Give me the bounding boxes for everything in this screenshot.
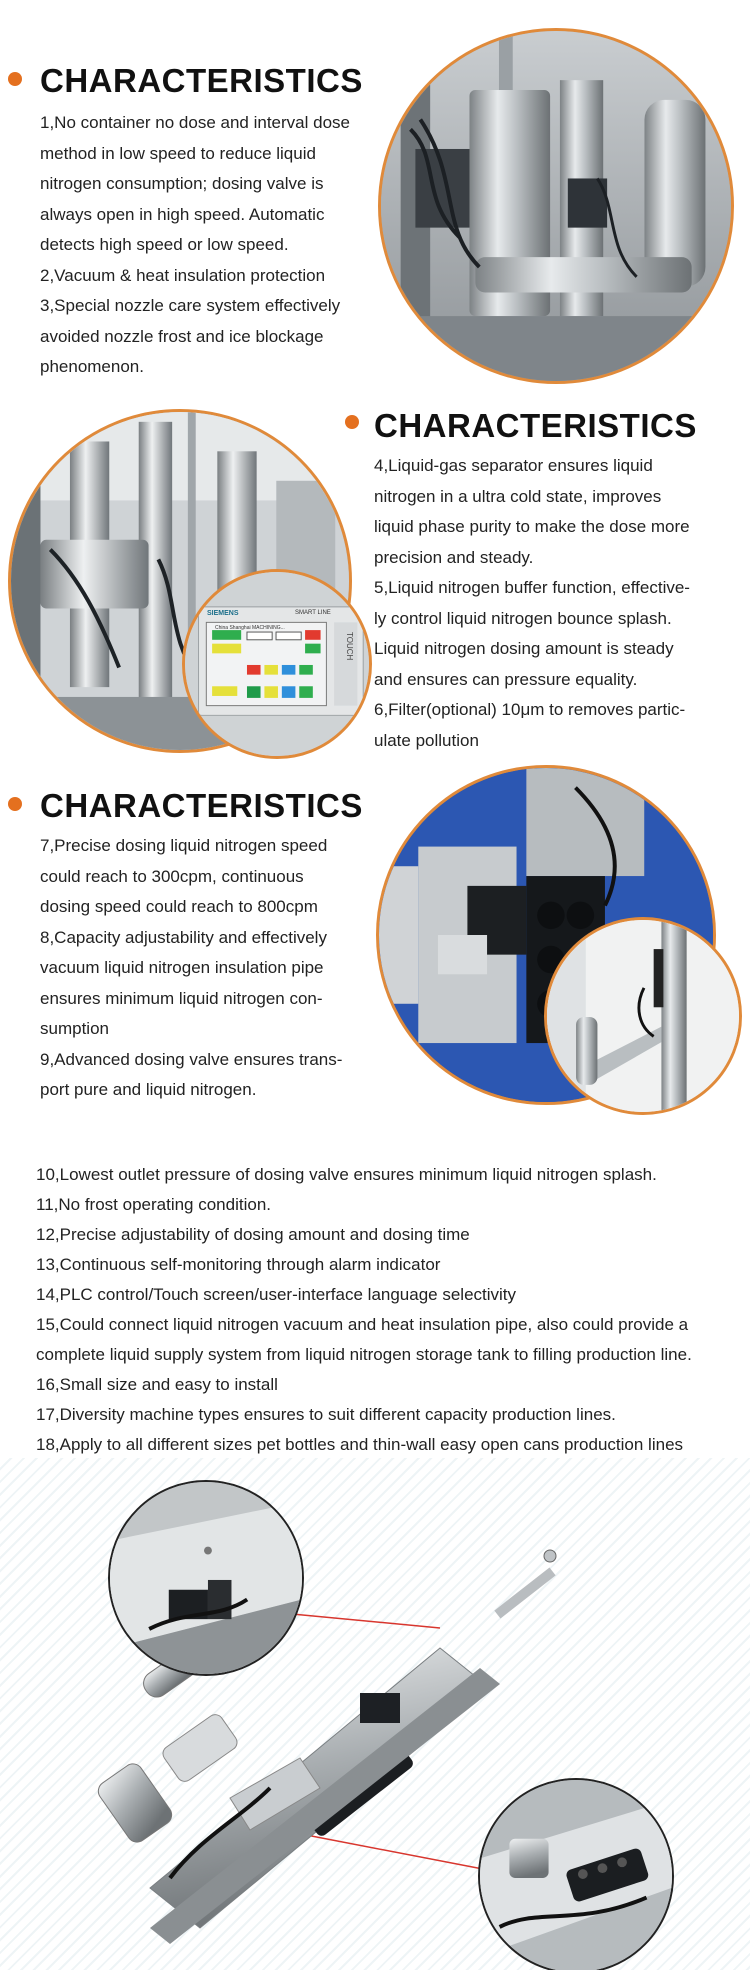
nozzle-photo	[544, 917, 742, 1115]
characteristics-section-3	[0, 765, 750, 1150]
section-heading: CHARACTERISTICS	[374, 407, 697, 444]
list-item: 18,Apply to all different sizes pet bottles and thin-wall easy open cans production lines	[36, 1435, 684, 1454]
section-body: 1,No container no dose and interval dose method in low speed to reduce liquid nitrogen consumption; dosing valve is always open in high speed. Automatic detects high speed or low speed. 2,Vacuum & heat insulation protection 3,Special nozzle care system effectively avoided nozzle frost and ice blockage phenomenon.	[40, 113, 350, 376]
list-item: 14,PLC control/Touch screen/user-interface language selectivity	[36, 1285, 517, 1304]
section-heading: CHARACTERISTICS	[40, 62, 363, 99]
list-item: complete liquid supply system from liquid nitrogen storage tank to filling production line.	[36, 1345, 692, 1364]
zoom-detail-top	[108, 1480, 304, 1676]
section-body: 7,Precise dosing liquid nitrogen speed could reach to 300cpm, continuous dosing speed could reach to 800cpm 8,Capacity adjustability and effectively vacuum liquid nitrogen insulation pipe ensures minimum liquid nitrogen con- sumption 9,Advanced dosing valve ensures trans- port pure and liquid nitrogen.	[40, 836, 343, 1099]
panel-brand: SIEMENS	[207, 610, 239, 617]
list-item: 15,Could connect liquid nitrogen vacuum and heat insulation pipe, also could provide a	[36, 1315, 689, 1334]
bullet-dot	[345, 415, 359, 429]
zoom-detail-bottom	[478, 1778, 674, 1970]
panel-side-label: TOUCH	[345, 632, 354, 661]
panel-screen-title: China Shanghai MACHINING...	[215, 625, 285, 631]
bullet-dot	[8, 72, 22, 86]
section-body: 4,Liquid-gas separator ensures liquid nitrogen in a ultra cold state, improves liquid phase purity to make the dose more precision and steady. 5,Liquid nitrogen buffer function, effective- ly control liquid nitrogen bounce splash. Liquid nitrogen dosing amount is steady and ensures can pressure equality. 6,Filter(optional) 10μm to removes partic- ulate pollution	[374, 456, 690, 750]
list-item: 12,Precise adjustability of dosing amount and dosing time	[36, 1225, 470, 1244]
list-item: 17,Diversity machine types ensures to suit different capacity production lines.	[36, 1405, 616, 1424]
list-item: 11,No frost operating condition.	[36, 1195, 271, 1214]
machine-photo	[378, 28, 734, 384]
list-item: 10,Lowest outlet pressure of dosing valve ensures minimum liquid nitrogen splash.	[36, 1165, 657, 1184]
features-list	[36, 1160, 692, 1460]
list-item: 16,Small size and easy to install	[36, 1375, 278, 1394]
characteristics-section-1	[0, 0, 750, 395]
touch-panel-photo	[182, 569, 372, 759]
panel-model: SMART LINE	[295, 610, 331, 616]
bullet-dot	[8, 797, 22, 811]
section-heading: CHARACTERISTICS	[40, 787, 363, 824]
dosing-unit-illustration	[0, 1458, 750, 1970]
list-item: 13,Continuous self-monitoring through alarm indicator	[36, 1255, 441, 1274]
characteristics-section-2	[0, 395, 750, 765]
